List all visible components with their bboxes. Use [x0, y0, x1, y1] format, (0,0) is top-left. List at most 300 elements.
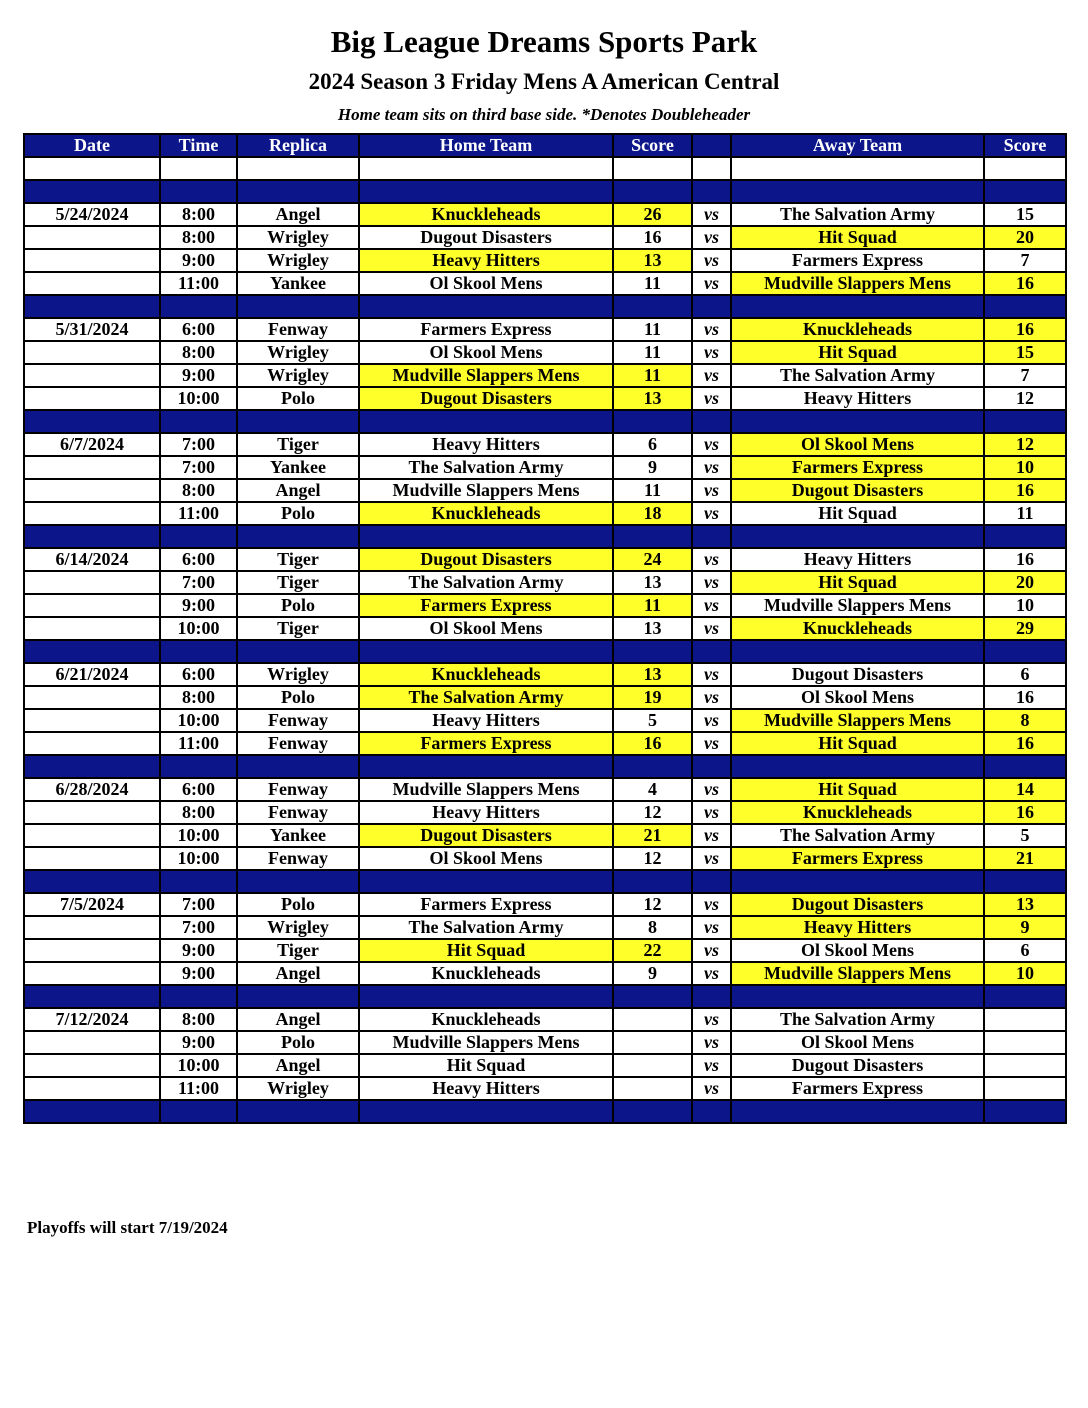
- home-score: 11: [613, 479, 692, 502]
- away-score: 29: [984, 617, 1066, 640]
- home-team: Farmers Express: [359, 318, 613, 341]
- away-score: 15: [984, 341, 1066, 364]
- game-date: [24, 939, 160, 962]
- game-replica: Tiger: [237, 571, 359, 594]
- home-team: Dugout Disasters: [359, 824, 613, 847]
- home-score: 19: [613, 686, 692, 709]
- game-replica: Fenway: [237, 709, 359, 732]
- home-score: 9: [613, 456, 692, 479]
- home-team: Dugout Disasters: [359, 226, 613, 249]
- game-replica: Wrigley: [237, 1077, 359, 1100]
- game-replica: Fenway: [237, 847, 359, 870]
- game-row: [24, 939, 1066, 962]
- game-time: 10:00: [160, 847, 237, 870]
- away-score: 21: [984, 847, 1066, 870]
- game-row: [24, 571, 1066, 594]
- vs-label: vs: [692, 962, 731, 985]
- away-team: Dugout Disasters: [731, 479, 984, 502]
- game-replica: Angel: [237, 1054, 359, 1077]
- vs-label: vs: [692, 893, 731, 916]
- game-time: 11:00: [160, 272, 237, 295]
- game-time: 9:00: [160, 1031, 237, 1054]
- away-team: Ol Skool Mens: [731, 1031, 984, 1054]
- game-time: 8:00: [160, 479, 237, 502]
- game-date: [24, 824, 160, 847]
- away-team: The Salvation Army: [731, 364, 984, 387]
- away-score: 10: [984, 456, 1066, 479]
- home-score: 11: [613, 318, 692, 341]
- game-row: [24, 1031, 1066, 1054]
- away-score: 16: [984, 801, 1066, 824]
- game-replica: Wrigley: [237, 663, 359, 686]
- away-team: The Salvation Army: [731, 824, 984, 847]
- away-team: Hit Squad: [731, 571, 984, 594]
- away-score: 7: [984, 364, 1066, 387]
- away-score: 16: [984, 686, 1066, 709]
- game-time: 9:00: [160, 594, 237, 617]
- game-replica: Tiger: [237, 617, 359, 640]
- blank-row: [24, 157, 1066, 180]
- home-team: Hit Squad: [359, 939, 613, 962]
- home-score: 12: [613, 847, 692, 870]
- away-team: Hit Squad: [731, 502, 984, 525]
- away-team: Hit Squad: [731, 778, 984, 801]
- game-replica: Polo: [237, 686, 359, 709]
- home-team: The Salvation Army: [359, 686, 613, 709]
- home-team: Heavy Hitters: [359, 433, 613, 456]
- home-team: Farmers Express: [359, 732, 613, 755]
- game-date: [24, 272, 160, 295]
- game-replica: Wrigley: [237, 341, 359, 364]
- game-time: 9:00: [160, 962, 237, 985]
- away-score: 16: [984, 548, 1066, 571]
- vs-label: vs: [692, 847, 731, 870]
- game-date: [24, 594, 160, 617]
- vs-label: vs: [692, 318, 731, 341]
- game-row: [24, 249, 1066, 272]
- home-team: Knuckleheads: [359, 203, 613, 226]
- away-team: Dugout Disasters: [731, 893, 984, 916]
- home-score: 4: [613, 778, 692, 801]
- game-time: 8:00: [160, 1008, 237, 1031]
- game-row: [24, 203, 1066, 226]
- week-separator: [24, 180, 1066, 203]
- away-team: Dugout Disasters: [731, 663, 984, 686]
- home-score: 12: [613, 893, 692, 916]
- away-score: 16: [984, 732, 1066, 755]
- away-team: Knuckleheads: [731, 801, 984, 824]
- game-row: [24, 341, 1066, 364]
- game-row: [24, 893, 1066, 916]
- game-row: [24, 617, 1066, 640]
- home-team: Mudville Slappers Mens: [359, 778, 613, 801]
- game-row: [24, 778, 1066, 801]
- home-score: 8: [613, 916, 692, 939]
- home-score: 16: [613, 732, 692, 755]
- home-score: 24: [613, 548, 692, 571]
- game-replica: Wrigley: [237, 226, 359, 249]
- schedule-body: [24, 157, 1066, 1123]
- vs-label: vs: [692, 502, 731, 525]
- vs-label: vs: [692, 617, 731, 640]
- game-replica: Polo: [237, 387, 359, 410]
- week-separator: [24, 640, 1066, 663]
- game-time: 10:00: [160, 1054, 237, 1077]
- vs-label: vs: [692, 663, 731, 686]
- game-row: [24, 272, 1066, 295]
- vs-label: vs: [692, 709, 731, 732]
- home-score: 13: [613, 663, 692, 686]
- schedule-table: [23, 133, 1067, 1124]
- game-replica: Polo: [237, 594, 359, 617]
- home-team: Farmers Express: [359, 893, 613, 916]
- vs-label: vs: [692, 548, 731, 571]
- home-score: 9: [613, 962, 692, 985]
- game-time: 6:00: [160, 548, 237, 571]
- game-row: [24, 1008, 1066, 1031]
- game-time: 8:00: [160, 686, 237, 709]
- vs-label: vs: [692, 226, 731, 249]
- game-date: 5/31/2024: [24, 318, 160, 341]
- away-score: 12: [984, 433, 1066, 456]
- vs-label: vs: [692, 456, 731, 479]
- away-score: 12: [984, 387, 1066, 410]
- away-team: Heavy Hitters: [731, 387, 984, 410]
- week-separator: [24, 755, 1066, 778]
- vs-label: vs: [692, 1077, 731, 1100]
- game-row: [24, 663, 1066, 686]
- game-row: [24, 594, 1066, 617]
- page-title: Big League Dreams Sports Park: [330, 24, 758, 59]
- away-score: 20: [984, 226, 1066, 249]
- home-team: Farmers Express: [359, 594, 613, 617]
- away-score: 16: [984, 272, 1066, 295]
- home-score: [613, 1054, 692, 1077]
- game-time: 7:00: [160, 916, 237, 939]
- game-time: 7:00: [160, 456, 237, 479]
- vs-label: vs: [692, 939, 731, 962]
- game-date: [24, 847, 160, 870]
- away-team: Farmers Express: [731, 249, 984, 272]
- away-team: Ol Skool Mens: [731, 939, 984, 962]
- game-replica: Tiger: [237, 433, 359, 456]
- game-time: 10:00: [160, 387, 237, 410]
- game-replica: Angel: [237, 962, 359, 985]
- col-header-home-score: Score: [613, 134, 692, 157]
- away-team: Heavy Hitters: [731, 916, 984, 939]
- vs-label: vs: [692, 249, 731, 272]
- game-date: [24, 571, 160, 594]
- home-team: Knuckleheads: [359, 962, 613, 985]
- header-row: [24, 134, 1066, 157]
- away-team: Farmers Express: [731, 847, 984, 870]
- game-row: [24, 456, 1066, 479]
- game-time: 8:00: [160, 801, 237, 824]
- away-team: Dugout Disasters: [731, 1054, 984, 1077]
- home-score: 13: [613, 617, 692, 640]
- home-team: Ol Skool Mens: [359, 617, 613, 640]
- home-team: The Salvation Army: [359, 571, 613, 594]
- home-team: Ol Skool Mens: [359, 272, 613, 295]
- home-team: Knuckleheads: [359, 502, 613, 525]
- week-separator: [24, 1100, 1066, 1123]
- home-team: Heavy Hitters: [359, 801, 613, 824]
- game-date: [24, 364, 160, 387]
- vs-label: vs: [692, 824, 731, 847]
- home-score: 16: [613, 226, 692, 249]
- vs-label: vs: [692, 1008, 731, 1031]
- game-time: 11:00: [160, 732, 237, 755]
- game-replica: Fenway: [237, 801, 359, 824]
- game-time: 9:00: [160, 249, 237, 272]
- game-row: [24, 1054, 1066, 1077]
- home-score: 13: [613, 249, 692, 272]
- game-replica: Polo: [237, 502, 359, 525]
- home-score: 6: [613, 433, 692, 456]
- col-header-away-score: Score: [984, 134, 1066, 157]
- home-score: [613, 1008, 692, 1031]
- home-score: 11: [613, 594, 692, 617]
- game-date: [24, 709, 160, 732]
- col-header-vs: [692, 134, 731, 157]
- vs-label: vs: [692, 1031, 731, 1054]
- home-team: Heavy Hitters: [359, 1077, 613, 1100]
- away-score: 7: [984, 249, 1066, 272]
- vs-label: vs: [692, 341, 731, 364]
- game-replica: Fenway: [237, 732, 359, 755]
- away-score: 14: [984, 778, 1066, 801]
- home-score: 26: [613, 203, 692, 226]
- home-score: 11: [613, 341, 692, 364]
- vs-label: vs: [692, 801, 731, 824]
- game-date: [24, 226, 160, 249]
- away-team: Mudville Slappers Mens: [731, 962, 984, 985]
- game-replica: Yankee: [237, 456, 359, 479]
- away-team: Knuckleheads: [731, 617, 984, 640]
- game-date: [24, 456, 160, 479]
- away-score: 5: [984, 824, 1066, 847]
- game-row: [24, 364, 1066, 387]
- game-time: 9:00: [160, 939, 237, 962]
- game-replica: Fenway: [237, 318, 359, 341]
- home-score: 21: [613, 824, 692, 847]
- game-row: [24, 824, 1066, 847]
- col-header-away-team: Away Team: [731, 134, 984, 157]
- game-replica: Polo: [237, 1031, 359, 1054]
- game-date: [24, 502, 160, 525]
- home-score: [613, 1077, 692, 1100]
- vs-label: vs: [692, 571, 731, 594]
- game-row: [24, 732, 1066, 755]
- away-team: Ol Skool Mens: [731, 686, 984, 709]
- away-score: 6: [984, 663, 1066, 686]
- game-date: [24, 249, 160, 272]
- away-team: The Salvation Army: [731, 203, 984, 226]
- vs-label: vs: [692, 732, 731, 755]
- game-replica: Wrigley: [237, 249, 359, 272]
- vs-label: vs: [692, 433, 731, 456]
- game-row: [24, 318, 1066, 341]
- away-score: [984, 1031, 1066, 1054]
- game-date: 7/12/2024: [24, 1008, 160, 1031]
- home-score: 12: [613, 801, 692, 824]
- home-team: Mudville Slappers Mens: [359, 479, 613, 502]
- vs-label: vs: [692, 1054, 731, 1077]
- game-time: 10:00: [160, 824, 237, 847]
- col-header-replica: Replica: [237, 134, 359, 157]
- away-score: 20: [984, 571, 1066, 594]
- away-team: The Salvation Army: [731, 1008, 984, 1031]
- home-team: Heavy Hitters: [359, 709, 613, 732]
- home-team: Knuckleheads: [359, 663, 613, 686]
- game-date: 7/5/2024: [24, 893, 160, 916]
- home-score: [613, 1031, 692, 1054]
- vs-label: vs: [692, 686, 731, 709]
- away-score: 16: [984, 318, 1066, 341]
- vs-label: vs: [692, 203, 731, 226]
- away-score: 16: [984, 479, 1066, 502]
- week-separator: [24, 295, 1066, 318]
- game-row: [24, 479, 1066, 502]
- game-time: 6:00: [160, 318, 237, 341]
- game-time: 6:00: [160, 663, 237, 686]
- game-replica: Polo: [237, 893, 359, 916]
- game-time: 8:00: [160, 203, 237, 226]
- home-score: 5: [613, 709, 692, 732]
- game-row: [24, 502, 1066, 525]
- game-date: [24, 479, 160, 502]
- home-team: Ol Skool Mens: [359, 341, 613, 364]
- away-score: [984, 1054, 1066, 1077]
- game-date: [24, 732, 160, 755]
- game-date: [24, 1031, 160, 1054]
- game-time: 7:00: [160, 433, 237, 456]
- away-score: [984, 1077, 1066, 1100]
- game-time: 7:00: [160, 571, 237, 594]
- home-score: 11: [613, 272, 692, 295]
- game-replica: Fenway: [237, 778, 359, 801]
- game-row: [24, 433, 1066, 456]
- home-team: The Salvation Army: [359, 456, 613, 479]
- away-team: Hit Squad: [731, 226, 984, 249]
- home-team: Knuckleheads: [359, 1008, 613, 1031]
- game-date: [24, 962, 160, 985]
- vs-label: vs: [692, 916, 731, 939]
- vs-label: vs: [692, 364, 731, 387]
- game-date: 5/24/2024: [24, 203, 160, 226]
- away-team: Mudville Slappers Mens: [731, 709, 984, 732]
- game-date: [24, 341, 160, 364]
- col-header-time: Time: [160, 134, 237, 157]
- header-note: Home team sits on third base side. *Denotes Doubleheader: [337, 105, 751, 124]
- game-time: 9:00: [160, 364, 237, 387]
- game-date: 6/21/2024: [24, 663, 160, 686]
- game-row: [24, 1077, 1066, 1100]
- game-replica: Angel: [237, 1008, 359, 1031]
- game-date: [24, 916, 160, 939]
- away-score: 10: [984, 962, 1066, 985]
- away-team: Heavy Hitters: [731, 548, 984, 571]
- home-score: 13: [613, 387, 692, 410]
- away-team: Mudville Slappers Mens: [731, 594, 984, 617]
- game-time: 11:00: [160, 502, 237, 525]
- game-date: [24, 686, 160, 709]
- home-score: 18: [613, 502, 692, 525]
- page-subtitle: 2024 Season 3 Friday Mens A American Central: [308, 69, 780, 94]
- game-row: [24, 709, 1066, 732]
- home-team: Dugout Disasters: [359, 548, 613, 571]
- away-score: 6: [984, 939, 1066, 962]
- home-team: Mudville Slappers Mens: [359, 364, 613, 387]
- home-team: Ol Skool Mens: [359, 847, 613, 870]
- week-separator: [24, 985, 1066, 1008]
- game-replica: Tiger: [237, 939, 359, 962]
- game-replica: Wrigley: [237, 916, 359, 939]
- away-team: Hit Squad: [731, 732, 984, 755]
- game-date: [24, 1054, 160, 1077]
- game-date: [24, 387, 160, 410]
- game-date: [24, 617, 160, 640]
- away-team: Hit Squad: [731, 341, 984, 364]
- away-score: 10: [984, 594, 1066, 617]
- game-replica: Angel: [237, 479, 359, 502]
- game-replica: Yankee: [237, 824, 359, 847]
- game-time: 10:00: [160, 617, 237, 640]
- game-time: 6:00: [160, 778, 237, 801]
- vs-label: vs: [692, 272, 731, 295]
- game-row: [24, 686, 1066, 709]
- week-separator: [24, 410, 1066, 433]
- game-replica: Yankee: [237, 272, 359, 295]
- home-score: 11: [613, 364, 692, 387]
- week-separator: [24, 870, 1066, 893]
- game-date: 6/14/2024: [24, 548, 160, 571]
- away-score: 9: [984, 916, 1066, 939]
- game-row: [24, 916, 1066, 939]
- away-score: 8: [984, 709, 1066, 732]
- col-header-home-team: Home Team: [359, 134, 613, 157]
- home-team: The Salvation Army: [359, 916, 613, 939]
- away-team: Ol Skool Mens: [731, 433, 984, 456]
- col-header-date: Date: [24, 134, 160, 157]
- away-score: 15: [984, 203, 1066, 226]
- game-row: [24, 387, 1066, 410]
- away-score: [984, 1008, 1066, 1031]
- away-team: Farmers Express: [731, 1077, 984, 1100]
- game-date: [24, 1077, 160, 1100]
- home-team: Mudville Slappers Mens: [359, 1031, 613, 1054]
- away-team: Knuckleheads: [731, 318, 984, 341]
- vs-label: vs: [692, 387, 731, 410]
- game-replica: Wrigley: [237, 364, 359, 387]
- vs-label: vs: [692, 778, 731, 801]
- week-separator: [24, 525, 1066, 548]
- game-time: 8:00: [160, 226, 237, 249]
- home-team: Heavy Hitters: [359, 249, 613, 272]
- vs-label: vs: [692, 479, 731, 502]
- game-date: 6/28/2024: [24, 778, 160, 801]
- game-time: 8:00: [160, 341, 237, 364]
- game-row: [24, 847, 1066, 870]
- home-score: 13: [613, 571, 692, 594]
- game-row: [24, 962, 1066, 985]
- playoffs-note: Playoffs will start 7/19/2024: [27, 1218, 228, 1237]
- home-team: Dugout Disasters: [359, 387, 613, 410]
- home-score: 22: [613, 939, 692, 962]
- game-time: 7:00: [160, 893, 237, 916]
- away-score: 11: [984, 502, 1066, 525]
- game-row: [24, 801, 1066, 824]
